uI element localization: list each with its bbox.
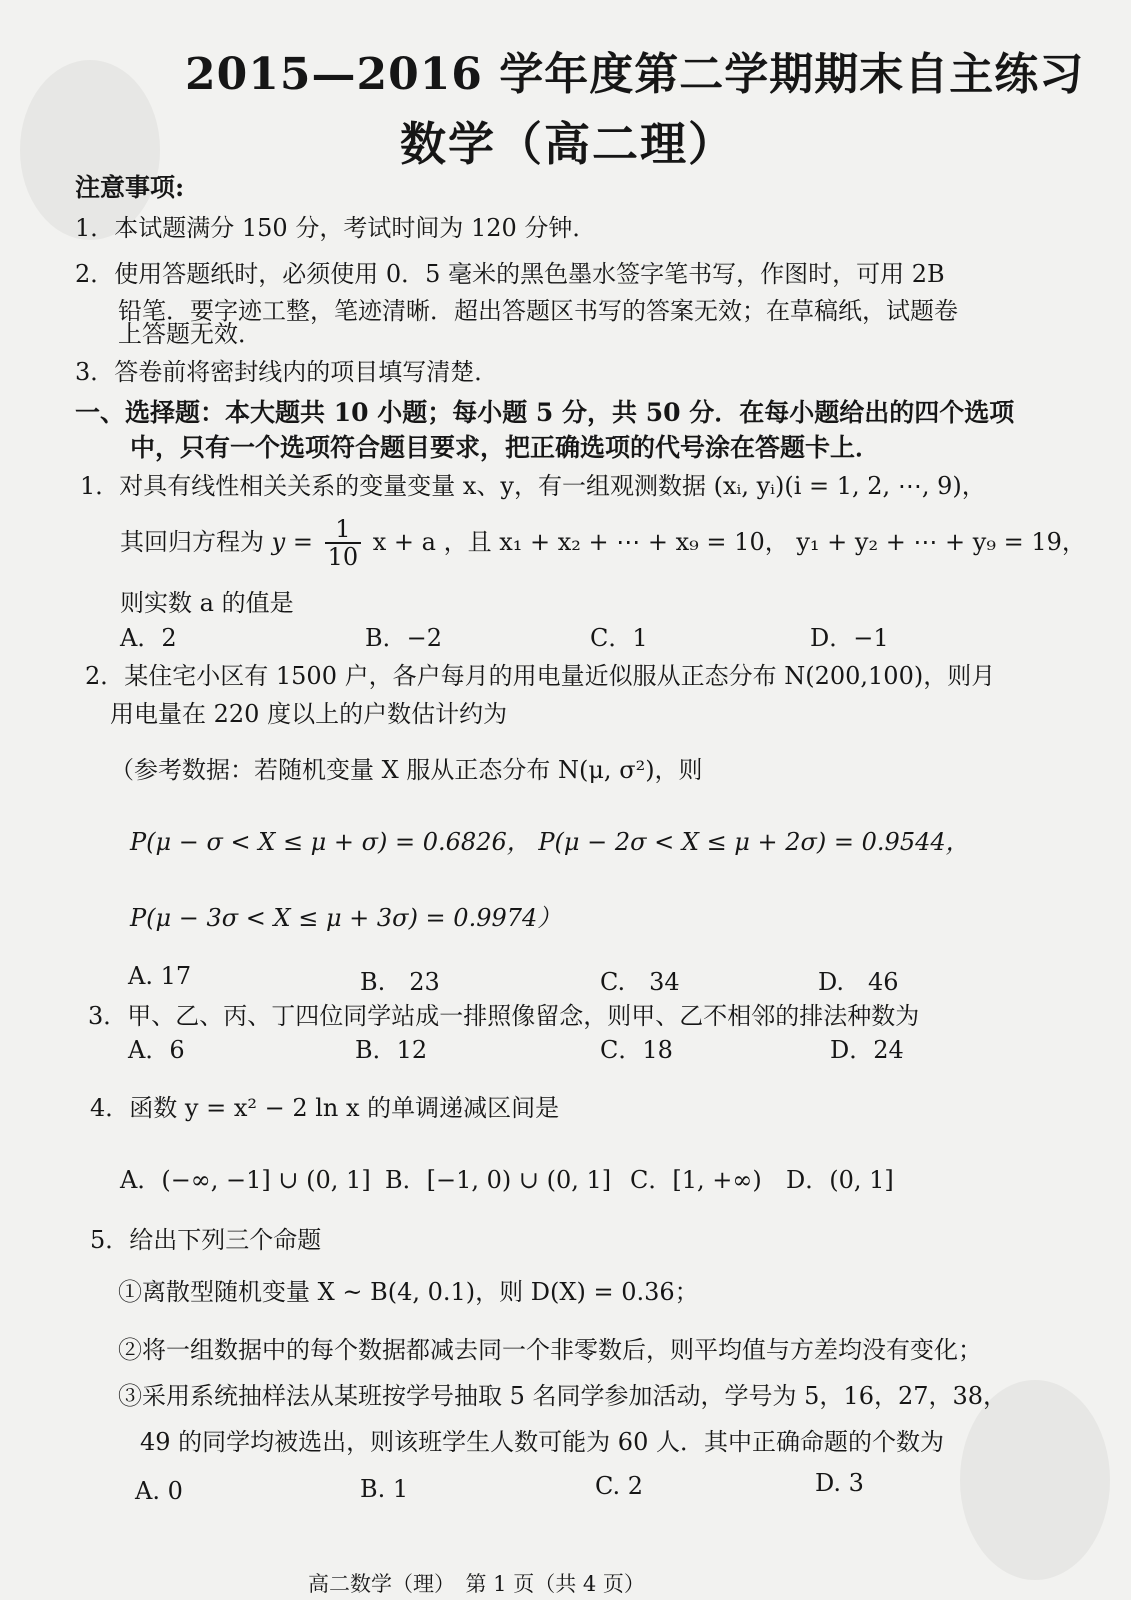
q1-stem-line-3: 则实数 a 的值是 [120,589,294,617]
q3-option-d: D．24 [830,1036,904,1064]
q2-stem-line-1: 2．某住宅小区有 1500 户，各户每月的用电量近似服从正态分布 N(200,100)，则月 [85,662,996,690]
q4-option-d: D．(0, 1] [786,1166,894,1194]
q5-statement-1: ①离散型随机变量 X ~ B(4, 0.1)，则 D(X) = 0.36； [118,1278,699,1306]
q2-option-c: C. 34 [600,968,680,996]
q1-stem-line-2 [120,516,1086,571]
q5-statement-3-line-2: 49 的同学均被选出，则该班学生人数可能为 60 人．其中正确命题的个数为 [140,1428,944,1456]
note-1: 1．本试题满分 150 分，考试时间为 120 分钟． [75,214,597,242]
q3-option-b: B．12 [355,1036,428,1064]
q5-statement-2: ②将一组数据中的每个数据都减去同一个非零数后，则平均值与方差均没有变化； [118,1336,982,1364]
q5-statement-3-line-1: ③采用系统抽样法从某班按学号抽取 5 名同学参加活动，学号为 5，16，27，38， [118,1382,1008,1410]
q2-reference-intro: （参考数据：若随机变量 X 服从正态分布 N(μ, σ²)，则 [110,756,703,784]
q3-option-a: A．6 [128,1036,185,1064]
q4-stem: 4．函数 y = x² − 2 ln x 的单调递减区间是 [90,1094,560,1122]
q5-option-b: B. 1 [360,1475,409,1503]
exam-subtitle: 数学（高二理） [400,117,736,171]
section-1-instructions-line-2: 中，只有一个选项符合题目要求，把正确选项的代号涂在答题卡上． [130,433,881,462]
q3-option-c: C．18 [600,1036,673,1064]
q2-option-a: A. 17 [128,962,192,990]
q1-fraction [325,516,362,571]
q2-option-b: B. 23 [360,968,440,996]
note-2-line-2: 铅笔．要字迹工整，笔迹清晰．超出答题区书写的答案无效；在草稿纸，试题卷 [118,297,958,325]
notes-heading: 注意事项: [75,173,185,202]
q3-stem: 3．甲、乙、丙、丁四位同学站成一排照像留念，则甲、乙不相邻的排法种数为 [88,1002,920,1030]
exam-title: 2015—2016 学年度第二学期期末自主练习 [185,49,1085,100]
q2-reference-prob-1: P(μ − σ < X ≤ μ + σ) = 0.6826， P(μ − 2σ < X ≤ μ + 2σ) = 0.9544， [130,828,970,856]
q2-option-d: D. 46 [818,968,899,996]
q5-stem: 5．给出下列三个命题 [90,1226,322,1254]
q1-option-d: D．−1 [810,624,889,652]
q1-option-a: A．2 [120,624,177,652]
q5-option-a: A. 0 [135,1477,183,1505]
q5-option-c: C. 2 [595,1472,644,1500]
q1-option-b: B．−2 [365,624,443,652]
page-footer: 高二数学（理） 第 1 页（共 4 页） [308,1572,645,1596]
q4-option-c: C．[1, +∞) [630,1166,762,1194]
q4-option-b: B．[−1, 0) ∪ (0, 1] [385,1166,612,1194]
q2-stem-line-2: 用电量在 220 度以上的户数估计约为 [110,700,508,728]
q1-option-c: C．1 [590,624,648,652]
q4-option-a: A．(−∞, −1] ∪ (0, 1] [120,1166,371,1194]
q1-stem-line-1: 1．对具有线性相关关系的变量变量 x、y，有一组观测数据 (xᵢ, yᵢ)(i = 1, 2, ⋯, 9)， [80,472,986,500]
q2-reference-prob-2: P(μ − 3σ < X ≤ μ + 3σ) = 0.9974） [130,904,562,932]
section-1-instructions-line-1: 一、选择题：本大题共 10 小题；每小题 5 分，共 50 分．在每小题给出的四个选项 [75,398,1015,427]
q1-eq-lhs: y = [271,527,313,556]
q1-frac-den: 10 [327,543,359,572]
note-2-line-1: 2．使用答题纸时，必须使用 0．5 毫米的黑色墨水签字笔书写，作图时，可用 2B [75,260,945,288]
q5-option-d: D. 3 [815,1469,864,1497]
q1-eq-rest: x + a ，且 x₁ + x₂ + ⋯ + x₉ = 10， y₁ + y₂ + ⋯ + y₉ = 19， [372,527,1086,556]
q1-prefix: 其回归方程为 [120,527,264,556]
note-3: 3．答卷前将密封线内的项目填写清楚． [75,358,499,386]
q1-frac-num: 1 [325,516,362,544]
note-2-line-3: 上答题无效． [118,320,262,348]
